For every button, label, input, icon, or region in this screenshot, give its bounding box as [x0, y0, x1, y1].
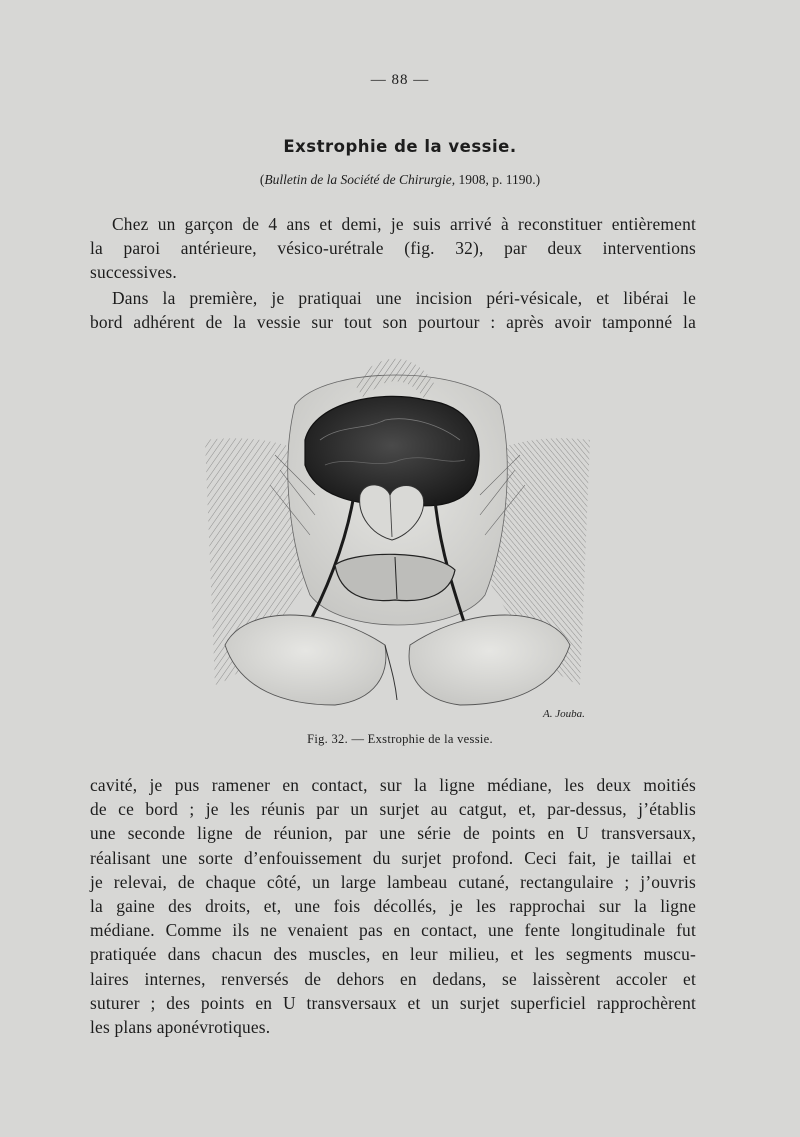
figure-caption: Fig. 32. — Exstrophie de la vessie. [307, 732, 493, 746]
paragraph-line: réalisant une sorte d’enfouissement du surjet profond. Ceci fait, je taillai et [90, 847, 696, 868]
section-heading: Exstrophie de la vessie. [283, 137, 517, 156]
paragraph-line: pratiquée dans chacun des muscles, en leur milieu, et les segments muscu- [90, 944, 696, 965]
paragraph-line: successives. [90, 262, 177, 283]
paragraph-line: médiane. Comme ils ne venaient pas en contact, une fente longitudinale fut [90, 920, 696, 941]
paragraph-2 [90, 286, 696, 334]
paragraph-line: la gaine des droits, et, une fois décollés, je les rapprochai sur la ligne [90, 896, 696, 917]
page-number: — 88 — [370, 72, 430, 88]
engraver-signature: A. Jouba. [543, 708, 585, 720]
citation-open: ( [259, 172, 265, 187]
paragraph-1 [90, 212, 696, 285]
citation-details: 1908, p. 1190.) [455, 172, 541, 187]
paragraph-line: cavité, je pus ramener en contact, sur la ligne médiane, les deux moitiés [90, 775, 696, 795]
citation [0, 172, 800, 188]
paragraph-line: bord adhérent de la vessie sur tout son pourtour : après avoir tamponné la [90, 312, 696, 333]
anatomical-engraving [185, 345, 610, 720]
paragraph-line: une seconde ligne de réunion, par une série de points en U transversaux, [90, 823, 696, 844]
paragraph-line: laires internes, renversés de dehors en dedans, se laissèrent accoler et [90, 968, 696, 989]
paragraph-3 [90, 773, 696, 1039]
paragraph-line: les plans aponévrotiques. [90, 1017, 271, 1038]
citation-journal: Bulletin de la Société de Chirurgie, [264, 172, 456, 187]
paragraph-line: Chez un garçon de 4 ans et demi, je suis arrivé à reconstituer entièrement [112, 214, 696, 234]
paragraph-line: de ce bord ; je les réunis par un surjet au catgut, et, par-dessus, j’établis [90, 799, 696, 820]
paragraph-line: suturer ; des points en U transversaux et un surjet superficiel rapprochèrent [90, 992, 696, 1013]
paragraph-line: je relevai, de chaque côté, un large lambeau cutané, rectangulaire ; j’ouvris [90, 871, 696, 892]
paragraph-line: Dans la première, je pratiquai une incision péri-vésicale, et libérai le [112, 288, 696, 308]
paragraph-line: la paroi antérieure, vésico-urétrale (fig. 32), par deux interventions [90, 238, 696, 259]
figure-illustration [185, 345, 610, 720]
